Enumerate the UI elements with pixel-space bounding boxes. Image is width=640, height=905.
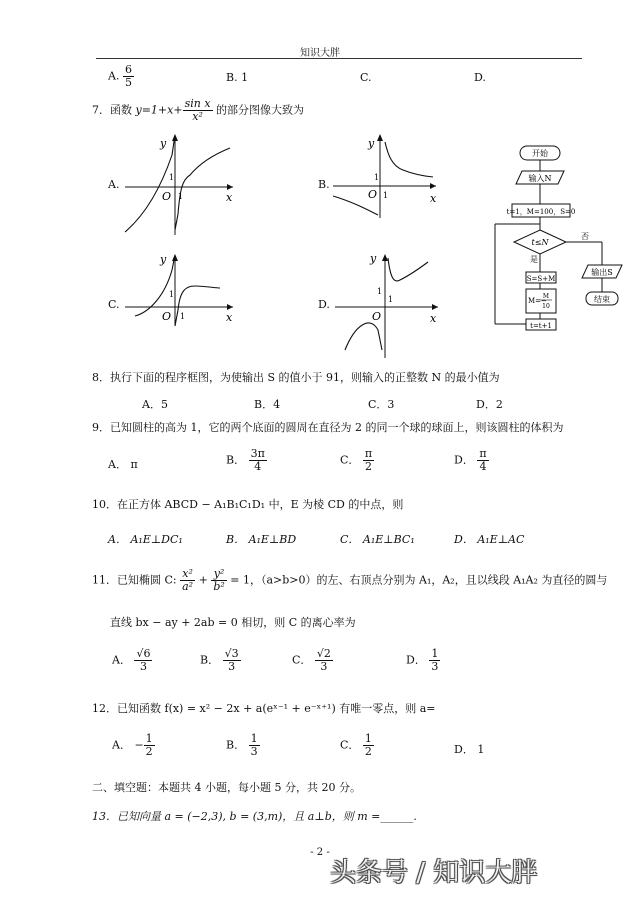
q11-option-a: A． $\frac{√6}{3}$ [112,647,151,673]
graph-a-y-label: y [160,137,167,150]
svg-text:O: O [368,188,378,201]
svg-text:10: 10 [542,303,550,310]
fc-yes: 是 [530,255,538,264]
q12-option-b: B． $\frac{1}{3}$ [226,732,258,758]
svg-text:1: 1 [377,287,383,296]
graph-b-label: B. [318,178,330,191]
svg-text:M: M [542,293,550,300]
section-two-heading: 二、填空题：本题共 4 小题，每小题 5 分，共 20 分。 [92,781,361,794]
svg-text:y: y [370,252,377,265]
svg-text:O: O [372,310,382,323]
fc-input: 输入N [528,174,552,183]
svg-text:O: O [162,310,172,323]
graph-a [120,130,240,240]
q6-option-c: C. [360,71,372,84]
q13-stem: 13．已知向量 a = (−2,3), b = (3,m)，且 a⊥b，则 m =______. [92,810,417,823]
fc-t-update: t=t+1 [530,322,552,330]
svg-text:1: 1 [169,290,175,299]
graph-d [330,250,445,360]
q12-option-c: C． $\frac{1}{2}$ [340,732,372,758]
svg-text:1: 1 [374,173,380,182]
graph-a-x-label: x [226,191,233,204]
q9-option-d: D． $\frac{\pi}{4}$ [454,447,487,473]
svg-text:y: y [160,253,167,266]
flowchart [490,138,630,338]
q10-stem: 10．在正方体 ABCD − A₁B₁C₁D₁ 中，E 为棱 CD 的中点，则 [92,498,404,511]
q7-stem: 7．函数 y=1+x+ $\frac{\text{sin x}}{\text{x²}}$ 的部分图像大致为 [92,97,305,123]
q11-option-d: D． $\frac{1}{3}$ [406,647,439,673]
svg-text:y: y [368,137,375,150]
fc-init: t=1，M=100，S=0 [506,208,576,216]
graph-c [120,250,240,330]
graph-a-x-one: 1 [178,192,184,201]
svg-text:x: x [226,311,233,324]
q9-stem: 9．已知圆柱的高为 1，它的两个底面的圆周在直径为 2 的同一个球的球面上，则该圆柱的体积为 [92,421,564,434]
q10-option-b: B． A₁E⊥BD [226,533,297,546]
q10-option-d: D． A₁E⊥AC [454,533,525,546]
q6-option-a: A. $\frac{6}{5}$ [108,63,132,89]
q11-option-c: C． $\frac{√2}{3}$ [292,647,331,673]
svg-text:x: x [430,192,437,205]
q10-option-c: C． A₁E⊥BC₁ [340,533,415,546]
graph-a-y-one: 1 [169,173,175,182]
fc-start: 开始 [532,149,548,158]
q11-option-b: B． $\frac{√3}{3}$ [200,647,239,673]
q9-option-a: A． π [108,458,138,471]
svg-text:1: 1 [383,191,389,200]
q8-option-b: B．4 [254,398,281,411]
fc-m-update: M=− [528,297,547,305]
fc-s-update: S=S+M [526,275,556,283]
fc-no: 否 [581,232,589,241]
svg-text:1: 1 [180,312,186,321]
q12-option-d: D． 1 [454,743,485,756]
graph-a-origin: O [162,190,172,203]
page-number: - 2 - [310,847,330,858]
q8-option-a: A．5 [142,398,168,411]
graph-d-label: D. [318,298,330,311]
q12-stem: 12．已知函数 f(x) = x² − 2x + a(eˣ⁻¹ + e⁻ˣ⁺¹) 有唯一零点，则 a= [92,702,436,715]
fc-cond: t≤N [531,238,549,247]
svg-text:1: 1 [388,295,394,304]
q10-option-a: A． A₁E⊥DC₁ [108,533,183,546]
watermark: 头条号 / 知识大胖 [330,858,538,888]
q8-option-d: D．2 [476,398,503,411]
q6-option-b: B. 1 [226,71,249,84]
q8-option-c: C．3 [368,398,395,411]
q9-option-c: C． $\frac{\pi}{2}$ [340,447,373,473]
page-header: 知识大胖 [300,48,340,59]
fc-end: 结束 [594,295,610,304]
q6-option-d: D. [474,71,486,84]
q9-option-b: B． $\frac{3\pi}{4}$ [226,447,265,473]
q12-option-a: A． − $\frac{1}{2}$ [112,732,153,758]
graph-c-label: C. [108,298,120,311]
fc-output: 输出S [591,268,613,277]
q11-line2: 直线 bx − ay + 2ab = 0 相切，则 C 的离心率为 [110,616,356,629]
q8-stem: 8．执行下面的程序框图，为使输出 S 的值小于 91，则输入的正整数 N 的最小值为 [92,371,500,384]
graph-a-label: A. [108,178,120,191]
header-rule [96,58,582,59]
svg-text:x: x [430,312,437,325]
graph-b [328,130,443,220]
q11-stem: 11．已知椭圆 C: $\frac{\text{x²}}{\text{a²}}$ + $\frac{\text{y²}}{\text{b²}}$ = 1，（a>b>0）的左、右顶点分别为 A₁，A₂，且以线段 A₁A₂ 为直径的圆与 [92,567,608,593]
